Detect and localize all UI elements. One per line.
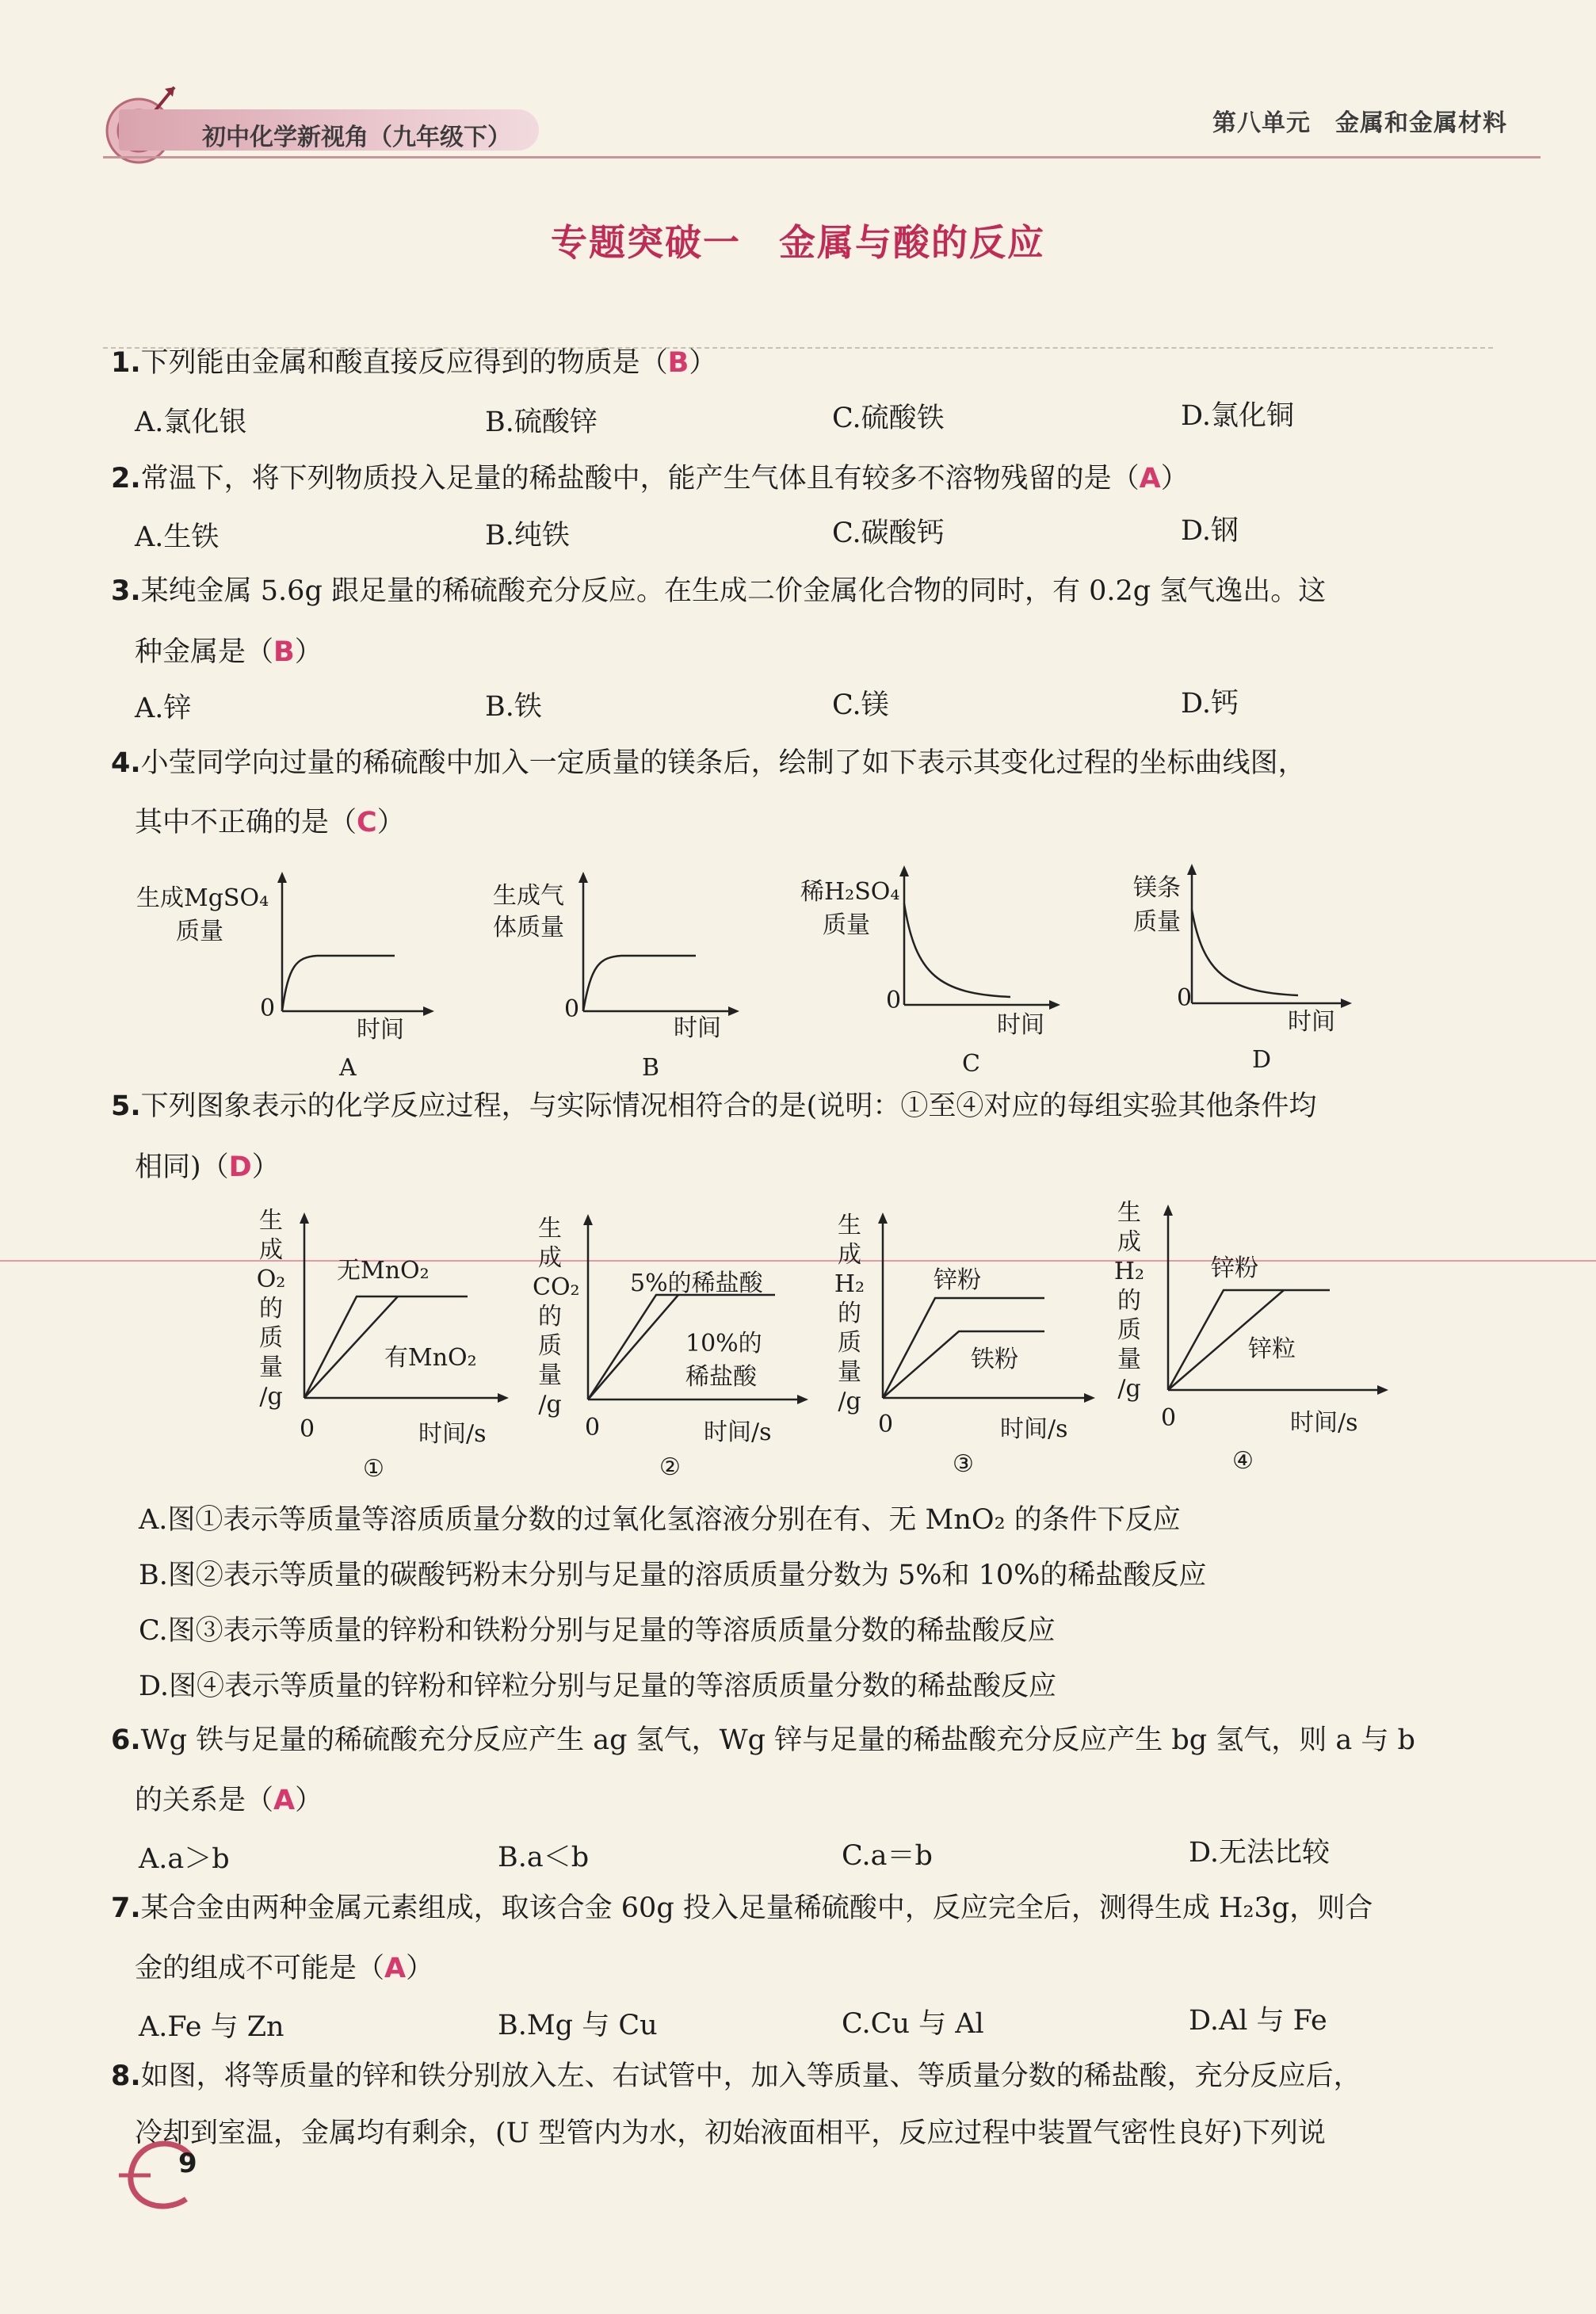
q5-1-num: ① <box>363 1455 384 1483</box>
q4b-xlabel: 时间 <box>674 1014 721 1042</box>
option-3a: A.锌 <box>135 693 192 724</box>
q5-1-origin: 0 <box>300 1415 315 1443</box>
question-5-cont: 相同)（D） <box>135 1151 280 1183</box>
option-3c: C.镁 <box>832 689 889 721</box>
question-1: 1.下列能由金属和酸直接反应得到的物质是（B） <box>111 347 717 379</box>
q5-2-ylabel: 生 成 CO₂ 的 质 量 /g <box>533 1215 580 1419</box>
question-7: 7.某合金由两种金属元素组成，取该合金 60g 投入足量稀硫酸中，反应完全后，测得生成 H₂3g，则合 <box>111 1892 1373 1924</box>
option-5b: B.图②表示等质量的碳酸钙粉末分别与足量的溶质质量分数为 5%和 10%的稀盐酸反应 <box>139 1560 1207 1591</box>
question-7-cont: 金的组成不可能是（A） <box>135 1953 434 1984</box>
q5-4-xlabel: 时间/s <box>1290 1409 1358 1437</box>
q5-1-curve1: 无MnO₂ <box>337 1257 430 1285</box>
q5-4-curve1: 锌粉 <box>1211 1254 1258 1282</box>
option-6d: D.无法比较 <box>1189 1837 1330 1869</box>
q4a-origin: 0 <box>260 995 276 1022</box>
q4a-ylabel-1: 生成MgSO₄ <box>136 884 269 912</box>
question-4: 4.小莹同学向过量的稀硫酸中加入一定质量的镁条后，绘制了如下表示其变化过程的坐标曲线图， <box>111 747 1306 779</box>
option-6b: B.a＜b <box>498 1842 590 1873</box>
q5-3-curve2: 铁粉 <box>971 1346 1018 1373</box>
question-6-cont: 的关系是（A） <box>135 1785 323 1816</box>
q4b-ylabel-2: 体质量 <box>493 914 564 941</box>
option-6a: A.a＞b <box>139 1843 230 1875</box>
header-divider <box>103 156 1541 158</box>
q4d-letter: D <box>1252 1046 1272 1074</box>
q5-3-curve1: 锌粉 <box>934 1266 981 1294</box>
option-6c: C.a＝b <box>842 1840 933 1872</box>
page-title: 专题突破一 金属与酸的反应 <box>551 221 1045 264</box>
q4-graph-b <box>571 870 745 1029</box>
option-7d: D.Al 与 Fe <box>1189 2005 1327 2037</box>
q4d-origin: 0 <box>1177 984 1193 1012</box>
q5-4-curve2: 锌粒 <box>1248 1335 1296 1363</box>
option-3b: B.铁 <box>485 691 542 723</box>
q5-1-ylabel: 生 成 O₂ 的 质 量 /g <box>256 1207 286 1411</box>
q5-graph-1 <box>293 1211 515 1409</box>
question-3-cont: 种金属是（B） <box>135 636 323 668</box>
q4c-ylabel-2: 质量 <box>823 911 870 939</box>
question-3: 3.某纯金属 5.6g 跟足量的稀硫酸充分反应。在生成二价金属化合物的同时，有 0.2g 氢气逸出。这 <box>111 575 1327 607</box>
question-2: 2.常温下，将下列物质投入足量的稀盐酸中，能产生气体且有较多不溶物残留的是（A） <box>111 463 1189 494</box>
q5-2-curve2a: 10%的 <box>685 1330 762 1357</box>
q5-3-num: ③ <box>953 1450 974 1478</box>
q5-2-origin: 0 <box>585 1414 601 1441</box>
option-2d: D.钢 <box>1181 515 1239 547</box>
answer-1: B <box>667 347 689 379</box>
q4c-origin: 0 <box>886 987 902 1014</box>
q5-3-xlabel: 时间/s <box>1000 1415 1068 1443</box>
question-8: 8.如图，将等质量的锌和铁分别放入左、右试管中，加入等质量、等质量分数的稀盐酸，充分反应后， <box>111 2060 1361 2092</box>
answer-6: A <box>273 1785 296 1816</box>
q5-graph-3 <box>872 1211 1102 1409</box>
q4b-letter: B <box>642 1054 660 1082</box>
q4d-xlabel: 时间 <box>1288 1008 1335 1036</box>
option-7a: A.Fe 与 Zn <box>139 2011 284 2043</box>
q4-graph-d <box>1179 862 1361 1021</box>
q5-4-num: ④ <box>1232 1447 1254 1475</box>
option-2c: C.碳酸钙 <box>832 517 945 549</box>
page-number: 9 <box>178 2148 197 2179</box>
q4-graph-c <box>892 864 1066 1022</box>
option-3d: D.钙 <box>1181 688 1239 720</box>
unit-title: 第八单元 金属和金属材料 <box>1212 109 1507 137</box>
answer-3: B <box>273 636 295 668</box>
q4a-letter: A <box>339 1054 357 1082</box>
question-6: 6.Wg 铁与足量的稀硫酸充分反应产生 ag 氢气，Wg 锌与足量的稀盐酸充分反应产生 bg 氢气，则 a 与 b <box>111 1724 1415 1756</box>
option-2a: A.生铁 <box>135 521 220 553</box>
option-5a: A.图①表示等质量等溶质质量分数的过氧化氢溶液分别在有、无 MnO₂ 的条件下反应 <box>139 1504 1181 1536</box>
option-1d: D.氯化铜 <box>1181 400 1294 432</box>
question-5: 5.下列图象表示的化学反应过程，与实际情况相符合的是(说明：①至④对应的每组实验其他条件均 <box>111 1090 1317 1122</box>
q4b-origin: 0 <box>564 995 580 1023</box>
q5-4-ylabel: 生 成 H₂ 的 质 量 /g <box>1113 1199 1145 1403</box>
q4d-ylabel-1: 镁条 <box>1133 874 1181 902</box>
option-5d: D.图④表示等质量的锌粉和锌粒分别与足量的等溶质质量分数的稀盐酸反应 <box>139 1671 1056 1702</box>
q5-1-xlabel: 时间/s <box>418 1420 487 1448</box>
question-8-cont: 冷却到室温，金属均有剩余，(U 型管内为水，初始液面相平，反应过程中装置气密性良好)下列说 <box>135 2117 1326 2149</box>
option-1c: C.硫酸铁 <box>832 403 945 434</box>
q4c-xlabel: 时间 <box>997 1011 1044 1039</box>
q4a-xlabel: 时间 <box>357 1016 404 1044</box>
q5-3-origin: 0 <box>878 1411 894 1438</box>
q5-2-xlabel: 时间/s <box>704 1419 772 1446</box>
q5-2-curve2b: 稀盐酸 <box>685 1363 757 1391</box>
option-5c: C.图③表示等质量的锌粉和铁粉分别与足量的等溶质质量分数的稀盐酸反应 <box>139 1615 1056 1647</box>
q5-3-ylabel: 生 成 H₂ 的 质 量 /g <box>834 1212 865 1415</box>
q5-1-curve2: 有MnO₂ <box>384 1344 477 1372</box>
q4a-ylabel-2: 质量 <box>176 918 223 945</box>
q5-graph-4 <box>1157 1203 1395 1401</box>
book-title: 初中化学新视角（九年级下） <box>202 124 511 151</box>
option-2b: B.纯铁 <box>485 520 570 552</box>
q4c-letter: C <box>962 1050 980 1078</box>
q4c-ylabel-1: 稀H₂SO₄ <box>800 878 900 906</box>
option-1a: A.氯化银 <box>135 407 247 438</box>
option-7b: B.Mg 与 Cu <box>498 2010 658 2041</box>
q4b-ylabel-1: 生成气 <box>493 882 564 910</box>
q4d-ylabel-2: 质量 <box>1133 908 1181 936</box>
q5-4-origin: 0 <box>1161 1404 1177 1432</box>
option-7c: C.Cu 与 Al <box>842 2008 984 2040</box>
q5-2-curve1: 5%的稀盐酸 <box>630 1270 763 1297</box>
answer-4: C <box>357 807 377 838</box>
answer-7: A <box>384 1953 407 1984</box>
answer-5: D <box>228 1151 252 1183</box>
option-1b: B.硫酸锌 <box>485 407 598 438</box>
answer-2: A <box>1139 463 1161 494</box>
question-4-cont: 其中不正确的是（C） <box>135 807 405 838</box>
q4-graph-a <box>269 870 436 1029</box>
q5-2-num: ② <box>659 1453 681 1481</box>
